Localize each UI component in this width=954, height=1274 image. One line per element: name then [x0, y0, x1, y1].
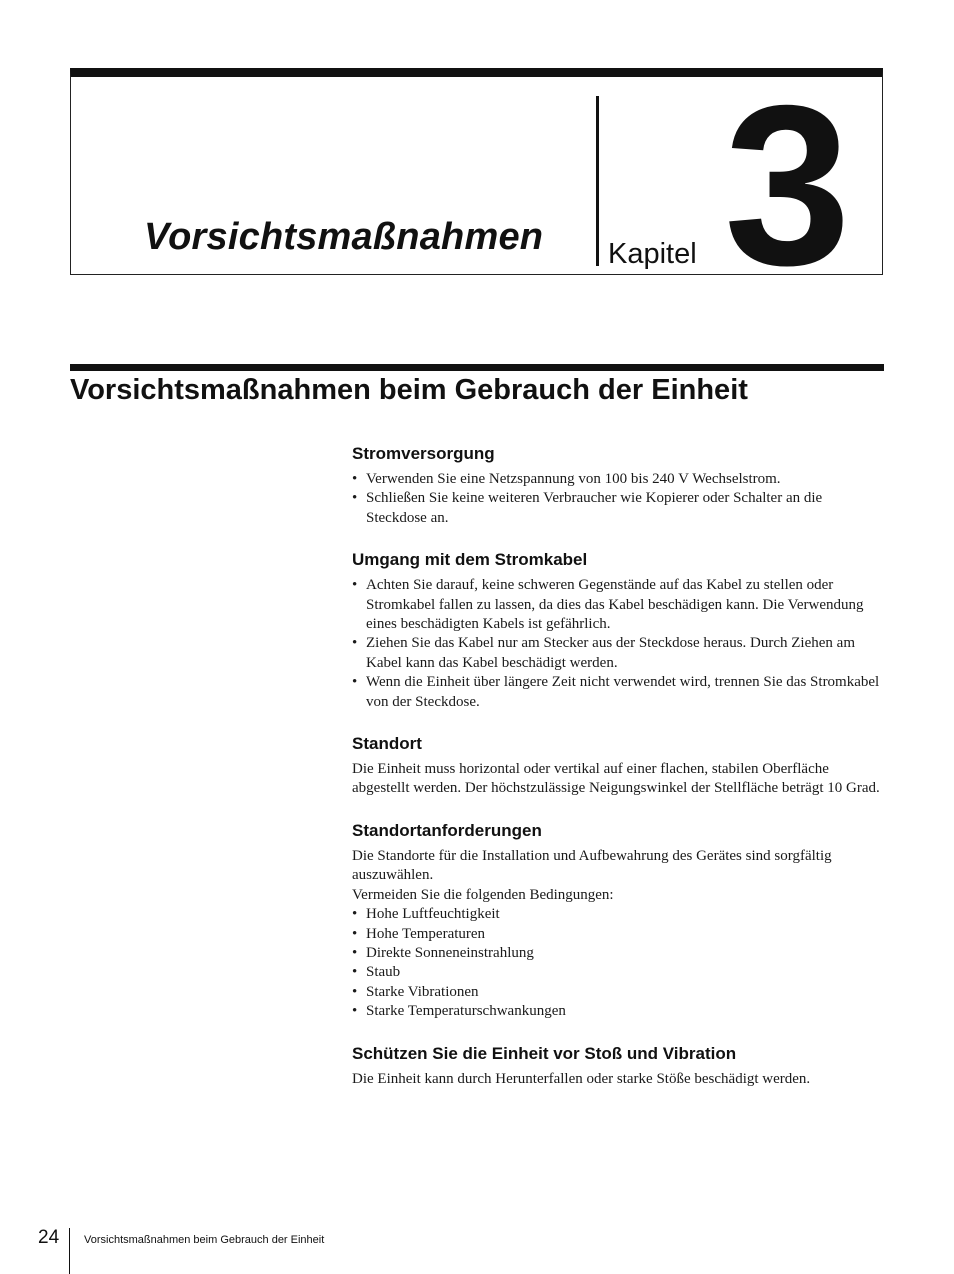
heading-schutz: Schützen Sie die Einheit vor Stoß und Vibration	[352, 1043, 737, 1063]
list-item: • Staub	[352, 963, 884, 982]
block-stromkabel	[352, 550, 884, 712]
list-item: • Hohe Luftfeuchtigkeit	[352, 905, 884, 924]
list-item: • Wenn die Einheit über längere Zeit nicht verwendet wird, trennen Sie das Stromkabel von der Steckdose.	[352, 673, 884, 712]
paragraph-standortanforderungen-2: Vermeiden Sie die folgenden Bedingungen:	[352, 886, 614, 903]
list-item: • Verwenden Sie eine Netzspannung von 100 bis 240 V Wechselstrom.	[352, 470, 884, 489]
heading-standort: Standort	[352, 734, 422, 754]
paragraph-standortanforderungen-1: Die Standorte für die Installation und Aufbewahrung des Gerätes sind sorgfältig auszuwählen.	[352, 847, 832, 884]
paragraph-standort: Die Einheit muss horizontal oder vertikal auf einer flachen, stabilen Oberfläche abgestellt werden. Der höchstzulässige Neigungswinkel der Stellfläche beträgt 10 Grad.	[352, 761, 880, 797]
paragraph-schutz: Die Einheit kann durch Herunterfallen oder starke Stöße beschädigt werden.	[352, 1070, 811, 1087]
block-standortanforderungen	[352, 821, 884, 1022]
chapter-label: Kapitel	[608, 238, 697, 270]
list-item: • Hohe Temperaturen	[352, 925, 884, 944]
heading-stromkabel: Umgang mit dem Stromkabel	[352, 550, 588, 570]
footer-divider	[69, 1228, 70, 1274]
chapter-divider	[596, 96, 599, 266]
list-item: • Schließen Sie keine weiteren Verbraucher wie Kopierer oder Schalter an die Steckdose an.	[352, 489, 884, 528]
block-stromversorgung	[352, 444, 884, 528]
list-stromkabel	[352, 576, 884, 712]
block-standort	[352, 734, 884, 799]
heading-standortanforderungen: Standortanforderungen	[352, 820, 542, 840]
section-rule	[70, 364, 884, 371]
running-title: Vorsichtsmaßnahmen beim Gebrauch der Einheit	[84, 1234, 325, 1246]
list-item: • Starke Temperaturschwankungen	[352, 1002, 884, 1021]
main-content	[352, 444, 884, 1111]
list-stromversorgung	[352, 470, 884, 528]
list-item: • Ziehen Sie das Kabel nur am Stecker aus der Steckdose heraus. Durch Ziehen am Kabel kann das Kabel beschädigt werden.	[352, 634, 884, 673]
list-item: • Direkte Sonneneinstrahlung	[352, 944, 884, 963]
section-title: Vorsichtsmaßnahmen beim Gebrauch der Einheit	[70, 374, 748, 406]
page-number: 24	[38, 1227, 60, 1248]
list-standortanforderungen	[352, 905, 884, 1021]
chapter-title: Vorsichtsmaßnahmen	[144, 216, 544, 258]
heading-stromversorgung: Stromversorgung	[352, 444, 495, 463]
chapter-number: 3	[724, 59, 851, 313]
list-item: • Achten Sie darauf, keine schweren Gegenstände auf das Kabel zu stellen oder Stromkabel fallen zu lassen, da dies das Kabel beschädigen kann. Die Verwendung eines beschädigten Kabels ist gefährlich.	[352, 576, 884, 634]
list-item: • Starke Vibrationen	[352, 983, 884, 1002]
block-schutz	[352, 1044, 884, 1089]
